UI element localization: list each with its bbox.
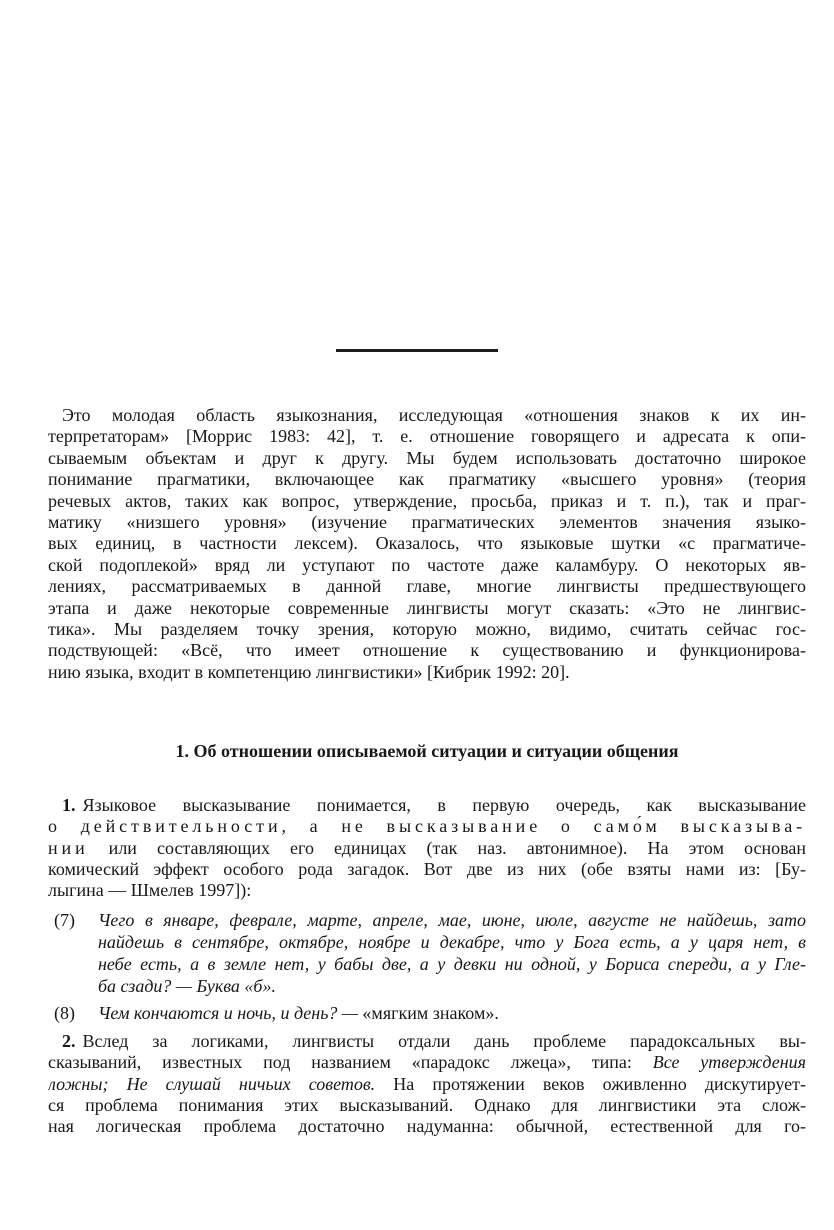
example-7 xyxy=(48,909,806,997)
text-column xyxy=(48,405,806,1138)
text-line: терпретаторам» [Моррис 1983: 42], т. е. отношение говорящего и адресата к опи- xyxy=(48,426,806,447)
text-line xyxy=(48,1052,806,1073)
text-segment-italic: ложны; Не слушай ничьих советов. xyxy=(48,1073,376,1094)
example-text xyxy=(98,909,806,997)
text-segment: или составляющих его единицах (так наз. автонимное). На этом основан xyxy=(88,837,806,858)
text-line xyxy=(48,838,806,859)
text-line: Это молодая область языкознания, исследующая «отношения знаков к их ин- xyxy=(62,405,806,425)
text-segment: «мягким знаком». xyxy=(357,1002,499,1023)
text-line: матику «низшего уровня» (изучение прагматических элементов значения языко- xyxy=(48,512,806,533)
text-line: сываемым объектам и друг к другу. Мы будем использовать достаточно широкое xyxy=(48,447,806,468)
text-line: этапа и даже некоторые современные лингвисты могут сказать: «Это не лингвис- xyxy=(48,597,806,618)
text-line: небе есть, а в земле нет, у бабы две, а у девки ни одной, у Бориса спереди, а у Гле- xyxy=(98,953,806,974)
text-line: понимание прагматики, включающее как прагматику «высшего уровня» (теория xyxy=(48,469,806,490)
text-line: найдешь в сентябре, октябре, ноябре и декабре, что у Бога есть, а у царя нет, в xyxy=(98,931,806,952)
text-line: подствующей: «Всё, что имеет отношение к существованию и функционирова- xyxy=(48,640,806,661)
text-line: Чего в январе, феврале, марте, апреле, мае, июне, июле, августе не найдешь, зато xyxy=(98,909,806,930)
paragraph-number: 2. xyxy=(62,1030,76,1051)
example-number: (7) xyxy=(54,909,75,930)
text-line: речевых актов, таких как вопрос, утверждение, просьба, приказ и т. п.), так и праг- xyxy=(48,490,806,511)
text-line xyxy=(48,795,806,816)
text-line xyxy=(48,1074,806,1095)
text-segment: На протяжении веков оживленно дискутирует- xyxy=(375,1073,806,1094)
text-segment-italic: Чем кончаются и ночь, и день? — xyxy=(98,1002,358,1023)
example-text xyxy=(98,1002,806,1024)
text-line: нию языка, входит в компетенцию лингвистики» [Кибрик 1992: 20]. xyxy=(48,661,570,682)
text-segment-letterspaced: нии xyxy=(48,837,89,858)
text-line xyxy=(98,1002,806,1024)
text-segment: Языковое высказывание понимается, в первую очередь, как высказывание xyxy=(82,794,806,815)
paragraph-2 xyxy=(48,1031,806,1138)
text-line: ся проблема понимания этих высказываний. Однако для лингвистики эта слож- xyxy=(48,1094,806,1115)
text-line: ба сзади? — Буква «б». xyxy=(98,975,276,996)
example-number: (8) xyxy=(54,1002,75,1023)
text-line: комический эффект особого рода загадок. Вот две из них (обе взяты нами из: [Бу- xyxy=(48,858,806,879)
text-segment-italic: Все утверждения xyxy=(652,1052,806,1073)
text-line: ской подоплекой» вряд ли уступают по частоте даже каламбуру. О некоторых яв- xyxy=(48,554,806,575)
section-heading: 1. Об отношении описываемой ситуации и ситуации общения xyxy=(175,741,679,762)
text-line: тика». Мы разделяем точку зрения, которую можно, видимо, считать сейчас гос- xyxy=(48,619,806,640)
paragraph-number: 1. xyxy=(62,794,76,815)
intro-paragraph xyxy=(48,405,806,683)
text-segment: Вслед за логиками, лингвисты отдали дань проблеме парадоксальных вы- xyxy=(82,1030,806,1051)
text-line: ная логическая проблема достаточно надуманна: обычной, естественной для го- xyxy=(48,1116,806,1137)
text-segment: сказываний, известных под названием «парадокс лжеца», типа: xyxy=(48,1052,653,1073)
text-line-letterspaced: о действительности, а не высказывание о само́м высказыва- xyxy=(48,816,806,837)
text-line xyxy=(48,1031,806,1052)
text-line: лыгина — Шмелев 1997]): xyxy=(48,880,252,901)
example-8 xyxy=(48,1002,806,1024)
text-line: вых единиц, в частности лексем). Оказалось, что языковые шутки «с прагматиче- xyxy=(48,533,806,554)
paragraph-1 xyxy=(48,795,806,902)
section-divider-rule xyxy=(336,349,498,352)
text-line: лениях, рассматриваемых в данной главе, многие лингвисты предшествующего xyxy=(48,576,806,597)
